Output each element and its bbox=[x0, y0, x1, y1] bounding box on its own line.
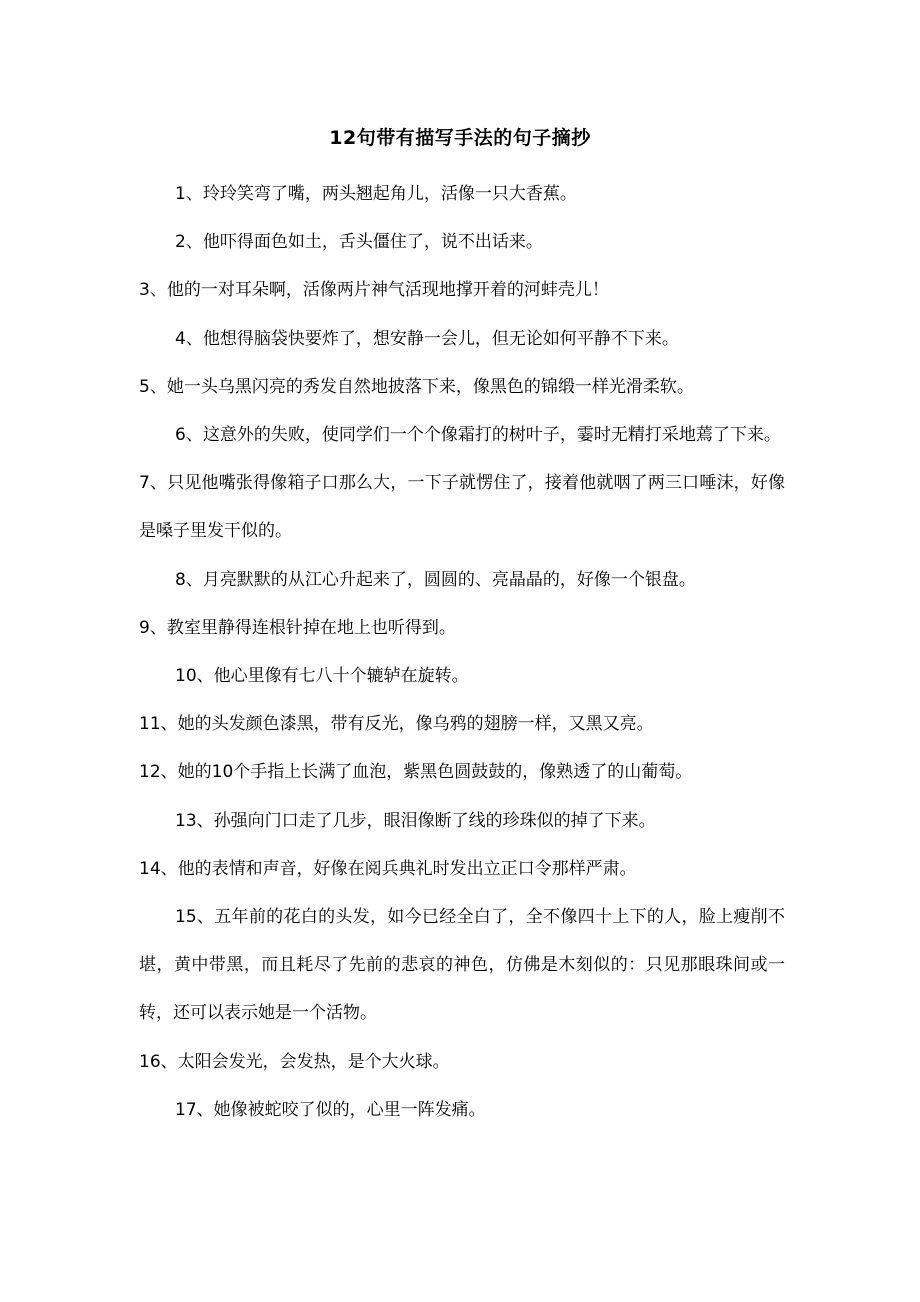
sentence-16: 16、太阳会发光，会发热，是个大火球。 bbox=[139, 1051, 450, 1072]
sentence-2: 2、他吓得面色如土，舌头僵住了，说不出话来。 bbox=[175, 232, 543, 253]
document-title: 12句带有描写手法的句子摘抄 bbox=[329, 127, 591, 149]
sentence-5: 5、她一头乌黑闪亮的秀发自然地披落下来，像黑色的锦缎一样光滑柔软。 bbox=[139, 376, 694, 397]
sentence-17: 17、她像被蛇咬了似的，心里一阵发痛。 bbox=[175, 1099, 486, 1120]
sentence-6: 6、这意外的失败，使同学们一个个像霜打的树叶子，霎时无精打采地蔫了下来。 bbox=[175, 425, 781, 446]
sentence-1: 1、玲玲笑弯了嘴，两头翘起角儿，活像一只大香蕉。 bbox=[175, 184, 577, 204]
sentence-8: 8、月亮默默的从江心升起来了，圆圆的、亮晶晶的，好像一个银盘。 bbox=[175, 569, 696, 590]
sentence-11: 11、她的头发颜色漆黑，带有反光，像乌鸦的翅膀一样，又黑又亮。 bbox=[139, 714, 654, 735]
sentence-14: 14、他的表情和声音，好像在阅兵典礼时发出立正口令那样严肃。 bbox=[139, 858, 637, 879]
sentence-15: 15、五年前的花白的头发，如今已经全白了，全不像四十上下的人，脸上瘦削不堪，黄中带黑，而且耗尽了先前的悲哀的神色，仿佛是木刻似的：只见那眼珠间或一转，还可以表示她是一个活物。 bbox=[139, 907, 785, 1024]
sentence-13: 13、孙强向门口走了几步，眼泪像断了线的珍珠似的掉了下来。 bbox=[175, 810, 656, 831]
sentence-10: 10、他心里像有七八十个辘轳在旋转。 bbox=[175, 666, 469, 687]
sentence-9: 9、教室里静得连根针掉在地上也听得到。 bbox=[139, 617, 456, 638]
sentence-7: 7、只见他嘴张得像箱子口那么大，一下子就愣住了，接着他就咽了两三口唾沫，好像是嗓子里发干似的。 bbox=[139, 473, 785, 542]
sentence-3: 3、他的一对耳朵啊，活像两片神气活现地撑开着的河蚌壳儿！ bbox=[139, 280, 609, 301]
sentence-4: 4、他想得脑袋快要炸了，想安静一会儿，但无论如何平静不下来。 bbox=[175, 328, 679, 349]
document-body bbox=[139, 170, 785, 1134]
sentence-12: 12、她的10个手指上长满了血泡，紫黑色圆鼓鼓的，像熟透了的山葡萄。 bbox=[139, 762, 693, 783]
